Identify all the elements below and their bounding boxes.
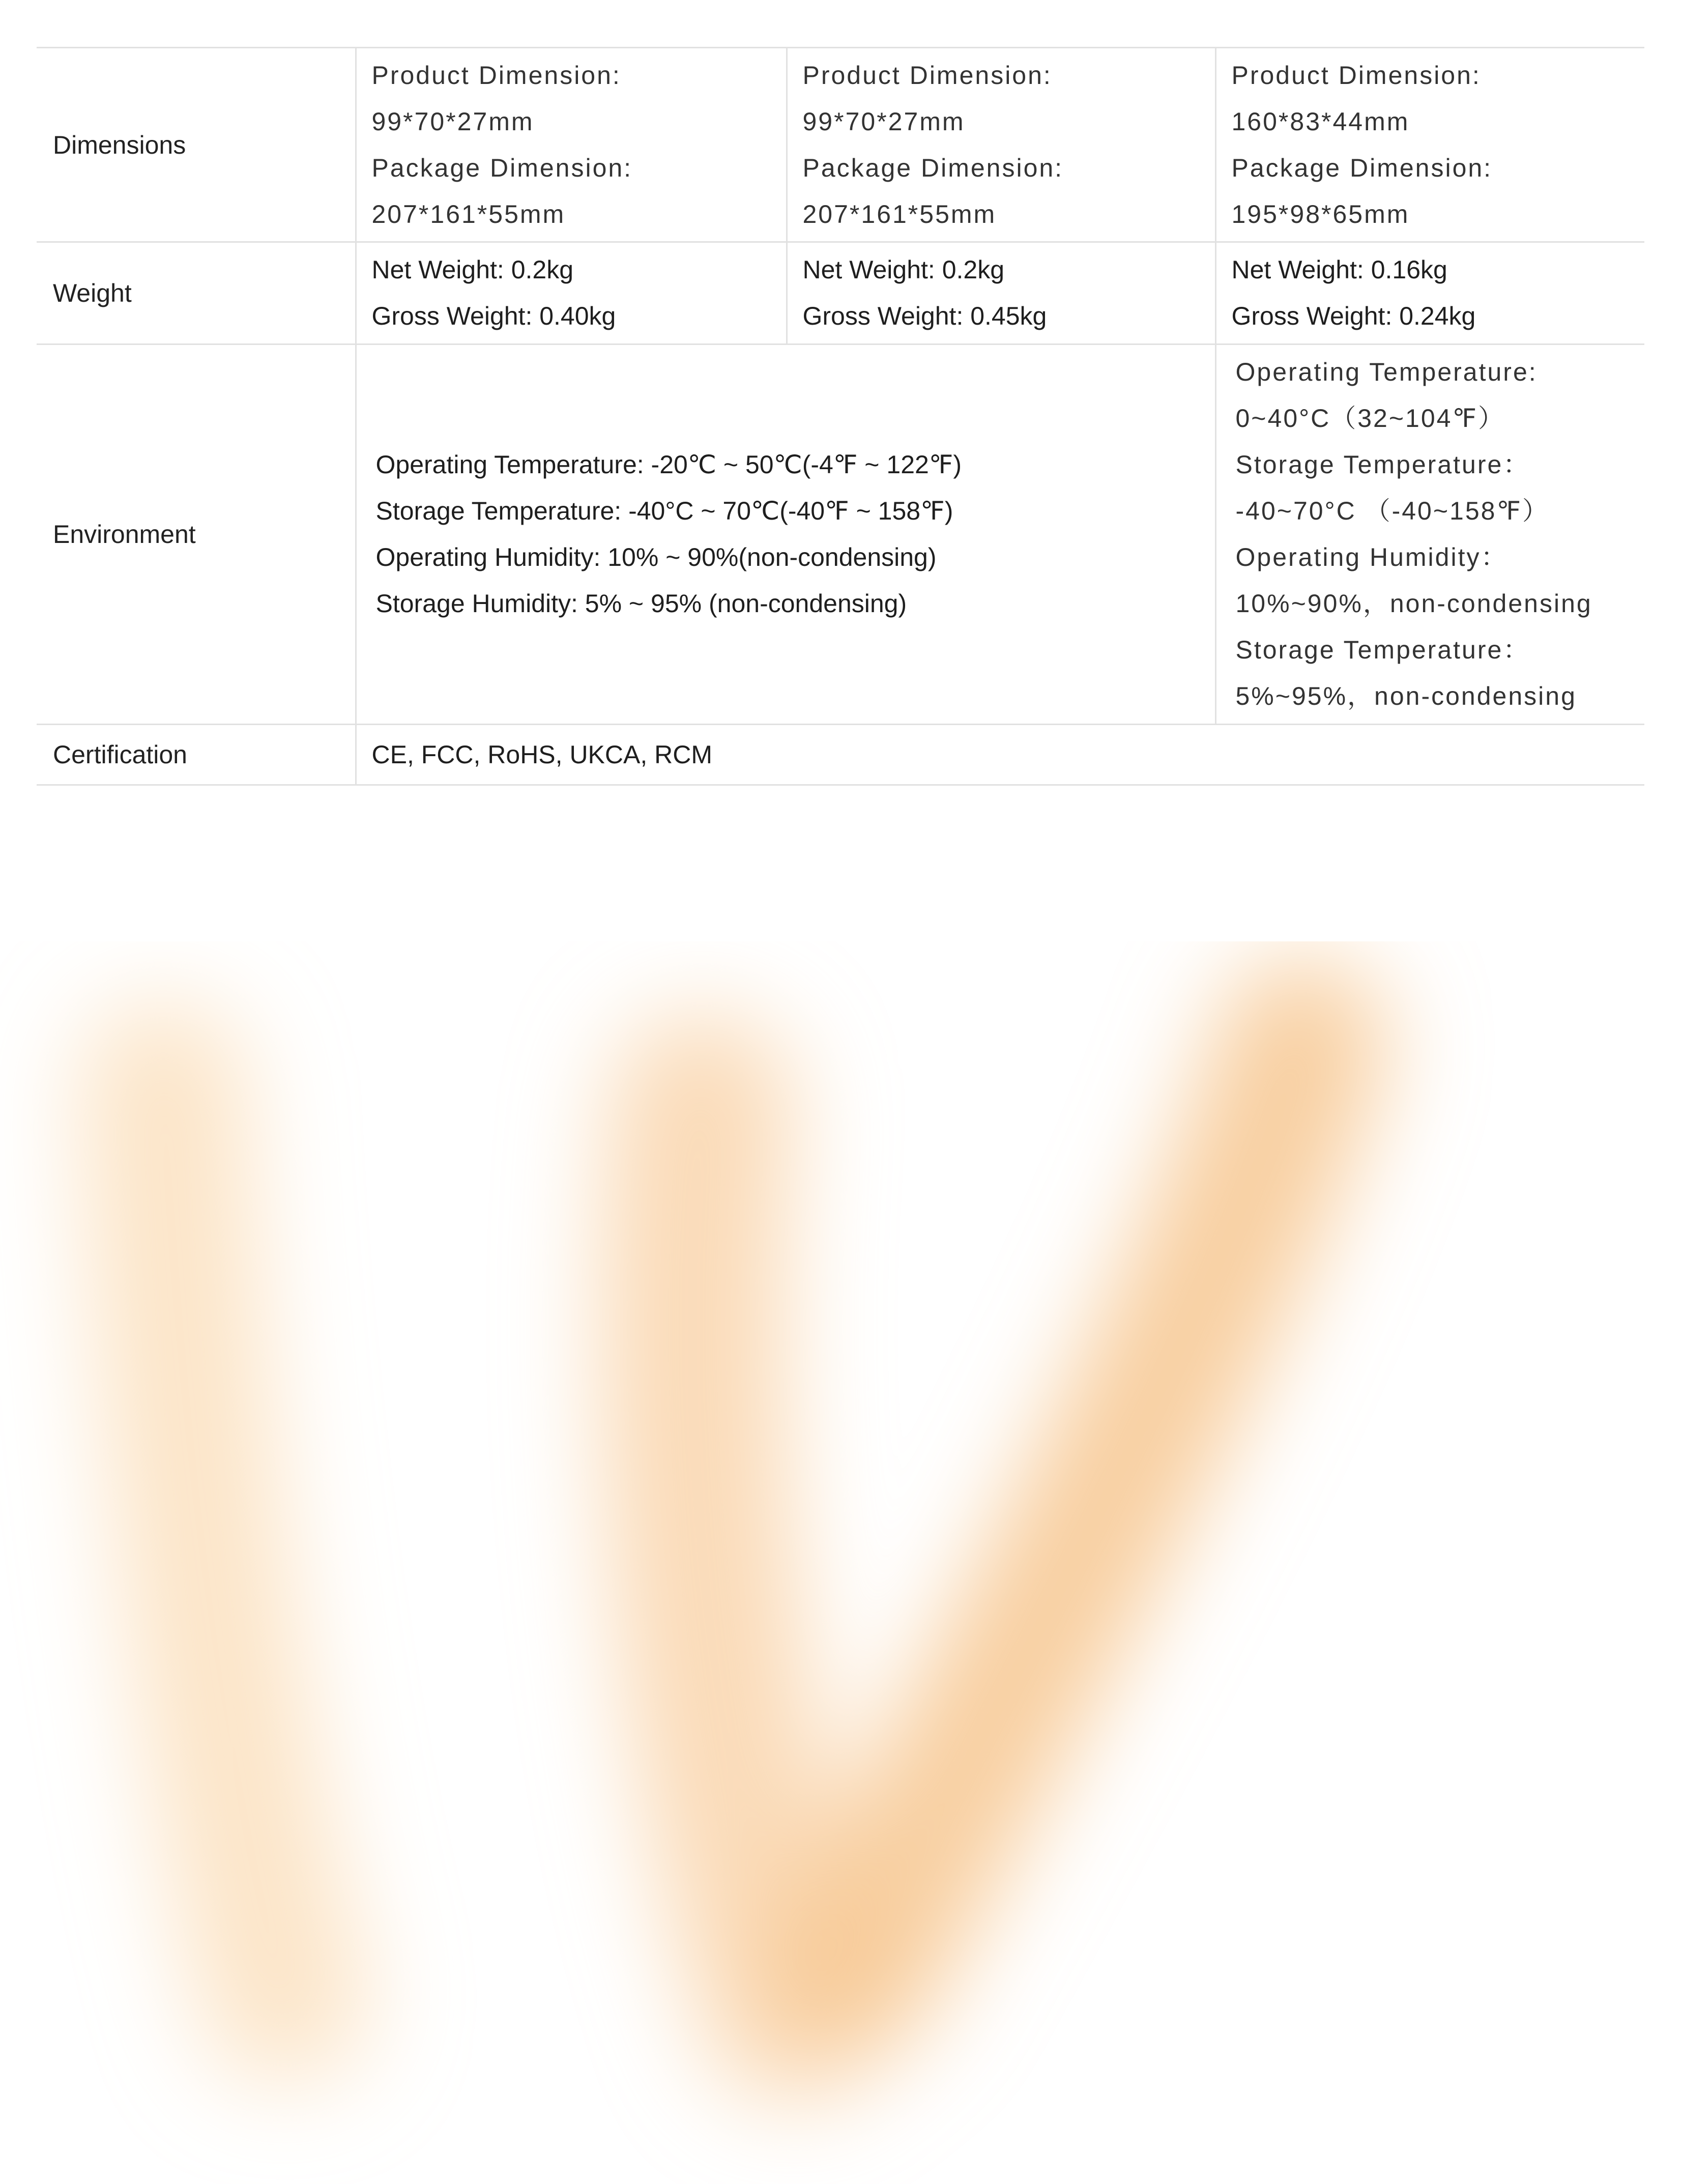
storage-temperature: Storage Temperature: -40°C ~ 70℃(-40℉ ~ 158℉): [375, 497, 953, 525]
weight-cell-3: [1215, 242, 1644, 344]
gross-weight: Gross Weight: 0.45kg: [802, 302, 1047, 330]
package-dimension-value: 207*161*55mm: [371, 199, 566, 228]
storage-humidity-label: Storage Temperature：: [1235, 636, 1530, 664]
product-dimension-label: Product Dimension:: [371, 61, 621, 90]
operating-temperature-label: Operating Temperature:: [1235, 358, 1538, 386]
certification-list: CE, FCC, RoHS, UKCA, RCM: [371, 740, 713, 769]
weight-cell-2: [787, 242, 1215, 344]
row-label-dimensions: Dimensions: [37, 48, 356, 242]
environment-shared-cell: [356, 344, 1215, 725]
certification-cell: [356, 725, 1644, 785]
storage-humidity-value: 5%~95%，non-condensing: [1235, 682, 1577, 710]
specifications-table: [37, 47, 1644, 786]
table-row-weight: [37, 242, 1644, 344]
operating-temperature: Operating Temperature: -20℃ ~ 50℃(-4℉ ~ 122℉): [375, 450, 962, 479]
table-row-environment: [37, 344, 1644, 725]
gross-weight: Gross Weight: 0.24kg: [1231, 302, 1476, 330]
weight-cell-1: [356, 242, 787, 344]
product-dimension-label: Product Dimension:: [1231, 61, 1481, 90]
gross-weight: Gross Weight: 0.40kg: [371, 302, 616, 330]
net-weight: Net Weight: 0.2kg: [802, 255, 1005, 284]
brand-watermark-icon: [0, 941, 1682, 2184]
table-row-certification: [37, 725, 1644, 785]
storage-humidity: Storage Humidity: 5% ~ 95% (non-condensing): [375, 589, 907, 618]
package-dimension-label: Package Dimension:: [1231, 153, 1493, 182]
operating-temperature-value: 0~40°C（32~104℉）: [1235, 404, 1505, 433]
product-dimension-label: Product Dimension:: [802, 61, 1052, 90]
row-label-certification: Certification: [37, 725, 356, 785]
product-dimension-value: 160*83*44mm: [1231, 107, 1410, 136]
package-dimension-label: Package Dimension:: [371, 153, 633, 182]
package-dimension-value: 195*98*65mm: [1231, 199, 1410, 228]
dimensions-cell-1: [356, 48, 787, 242]
row-label-environment: Environment: [37, 344, 356, 725]
net-weight: Net Weight: 0.2kg: [371, 255, 574, 284]
package-dimension-label: Package Dimension:: [802, 153, 1064, 182]
net-weight: Net Weight: 0.16kg: [1231, 255, 1447, 284]
operating-humidity: Operating Humidity: 10% ~ 90%(non-condensing): [375, 543, 937, 571]
storage-temperature-value: -40~70°C （-40~158℉）: [1235, 497, 1550, 525]
dimensions-cell-2: [787, 48, 1215, 242]
product-dimension-value: 99*70*27mm: [371, 107, 534, 136]
operating-humidity-label: Operating Humidity：: [1235, 543, 1508, 571]
environment-cell-3: [1215, 344, 1644, 725]
package-dimension-value: 207*161*55mm: [802, 199, 997, 228]
operating-humidity-value: 10%~90%，non-condensing: [1235, 589, 1592, 618]
table-row-dimensions: [37, 48, 1644, 242]
row-label-weight: Weight: [37, 242, 356, 344]
dimensions-cell-3: [1215, 48, 1644, 242]
storage-temperature-label: Storage Temperature：: [1235, 450, 1530, 479]
product-dimension-value: 99*70*27mm: [802, 107, 965, 136]
